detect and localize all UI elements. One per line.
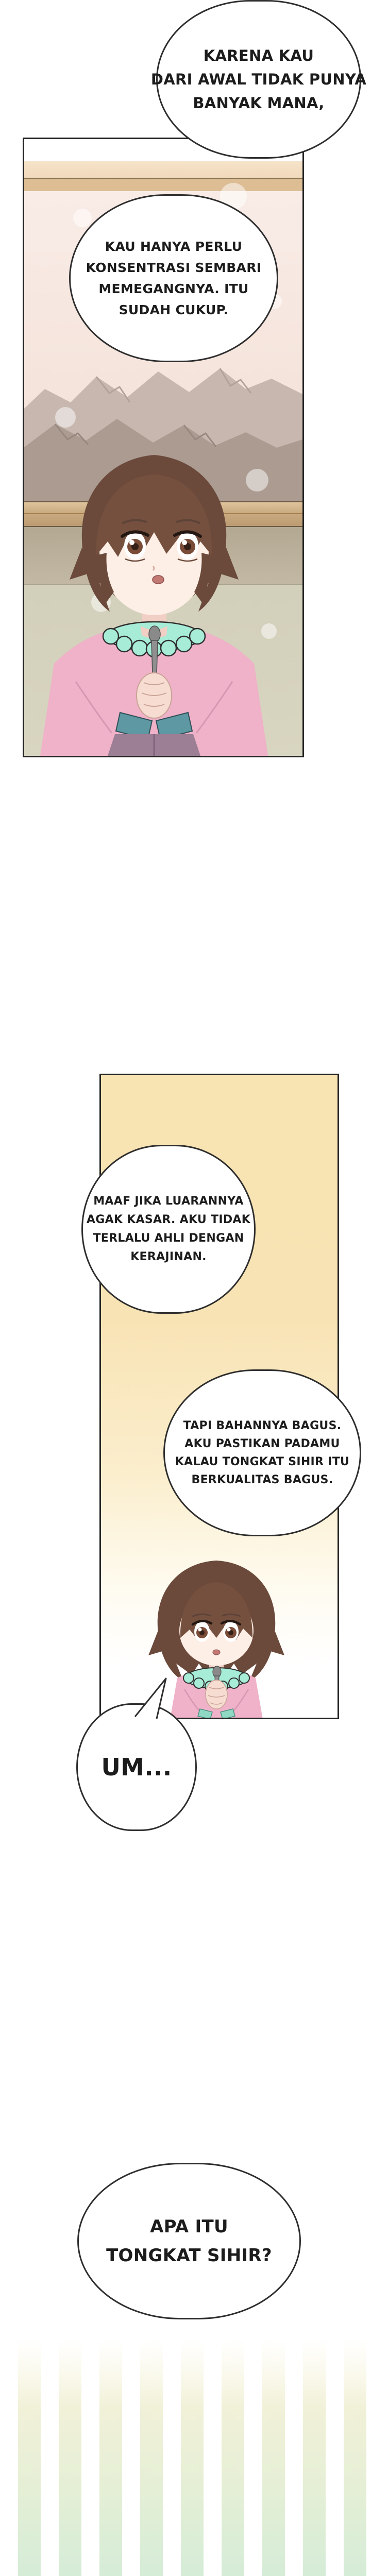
speech-bubble-tail (124, 1672, 180, 1721)
speech-line: KARENA KAU (203, 47, 314, 64)
speech-line: AGAK KASAR. AKU TIDAK (86, 1213, 251, 1226)
speech-line: UM... (101, 1753, 172, 1781)
speech-line: KERAJINAN. (130, 1250, 207, 1263)
speech-line: KALAU TONGKAT SIHIR ITU (175, 1455, 350, 1468)
speech-bubble-um (76, 1703, 197, 1831)
speech-line: BANYAK MANA, (193, 94, 325, 112)
speech-line: TAPI BAHANNYA BAGUS. (183, 1419, 342, 1432)
hands-clasped (206, 1680, 227, 1709)
window-frame-top (24, 161, 302, 178)
speech-line: TONGKAT SIHIR? (106, 2245, 272, 2266)
speech-bubble-1 (150, 0, 367, 159)
speech-line: BERKUALITAS BAGUS. (191, 1473, 333, 1486)
striped-footer-background (0, 2318, 371, 2576)
speech-bubble-question (77, 2163, 301, 2319)
speech-line: SUDAH CUKUP. (119, 302, 229, 317)
speech-line: KAU HANYA PERLU (105, 239, 243, 254)
speech-bubble-2 (69, 194, 278, 362)
girl-closeup-illustration (24, 445, 302, 757)
speech-bubble-3 (81, 1145, 256, 1314)
speech-line: KONSENTRASI SEMBARI (86, 260, 262, 275)
bokeh-dot (73, 209, 92, 227)
speech-line: APA ITU (150, 2216, 228, 2237)
speech-line: MEMEGANGNYA. ITU (98, 281, 249, 296)
speech-line: AKU PASTIKAN PADAMU (184, 1437, 340, 1450)
speech-bubble-4 (163, 1369, 361, 1536)
speech-line: MAAF JIKA LUARANNYA (93, 1195, 244, 1208)
bokeh-dot (55, 407, 76, 428)
speech-line: TERLALU AHLI DENGAN (93, 1232, 244, 1245)
speech-line: DARI AWAL TIDAK PUNYA (150, 71, 367, 88)
hands-clasped (137, 673, 172, 718)
